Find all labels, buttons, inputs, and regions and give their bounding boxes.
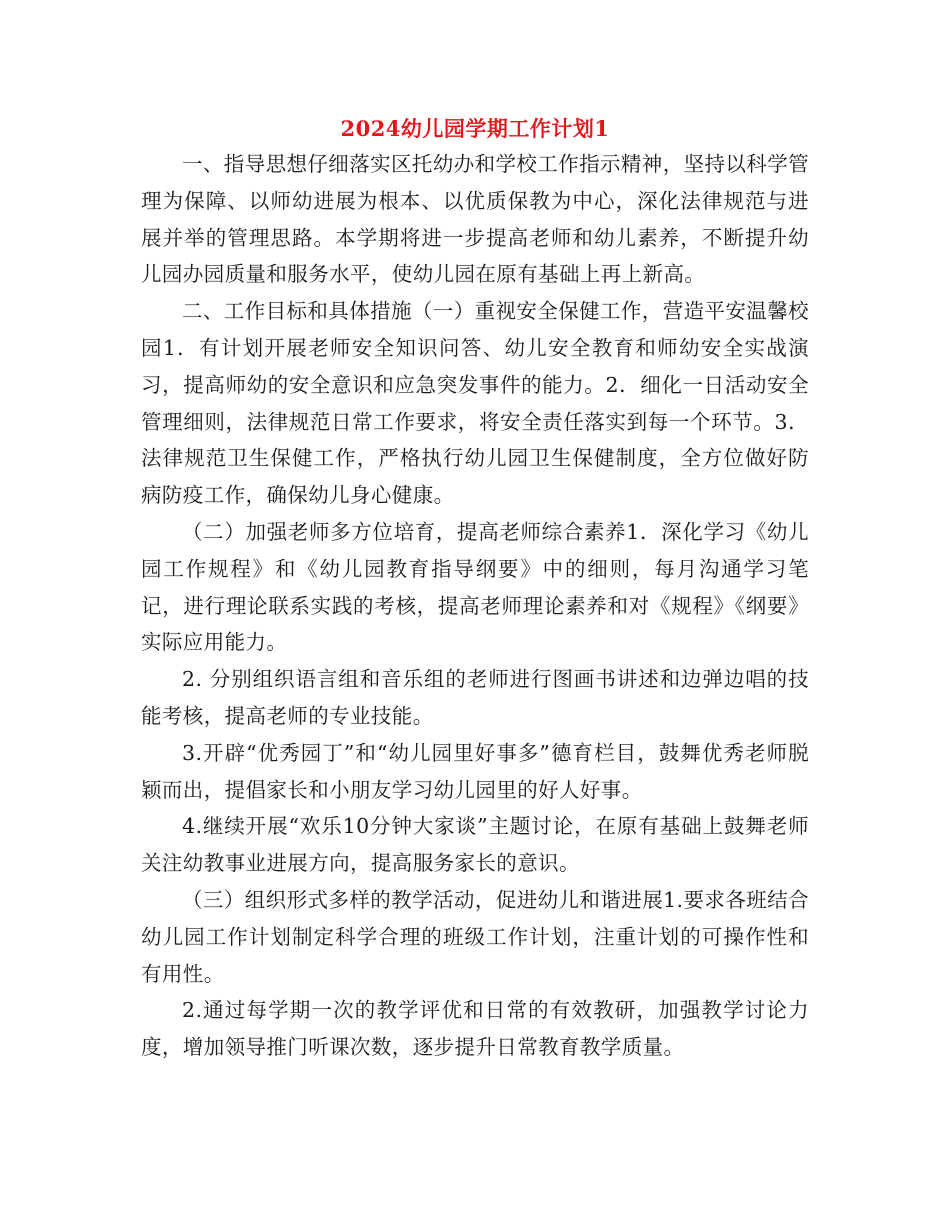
document-title: 2024幼儿园学期工作计划1 [340, 116, 610, 141]
paragraph-teaching-activities: （三）组织形式多样的教学活动，促进幼儿和谐进展1.要求各班结合幼儿园工作计划制定科学合理的班级工作计划，注重计划的可操作性和有用性。 [141, 887, 809, 986]
paragraph-moral-columns: 3.开辟“优秀园丁”和“幼儿园里好事多”德育栏目，鼓舞优秀老师脱颖而出，提倡家长和小朋友学习幼儿园里的好人好事。 [141, 740, 809, 802]
paragraph-teaching-quality: 2.通过每学期一次的教学评优和日常的有效教研，加强教学讨论力度，增加领导推门听课次数，逐步提升日常教育教学质量。 [141, 998, 809, 1060]
paragraph-safety-health: 二、工作目标和具体措施（一）重视安全保健工作，营造平安温馨校园1．有计划开展老师安全知识问答、幼儿安全教育和师幼安全实战演习，提高师幼的安全意识和应急突发事件的能力。2．细化一日活动安全管理细则，法律规范日常工作要求，将安全责任落实到每一个环节。3．法律规范卫生保健工作，严格执行幼儿园卫生保健制度，全方位做好防病防疫工作，确保幼儿身心健康。 [141, 299, 809, 508]
paragraph-skill-assessment: 2. 分别组织语言组和音乐组的老师进行图画书讲述和边弹边唱的技能考核，提高老师的专业技能。 [141, 667, 809, 728]
paragraph-teacher-training: （二）加强老师多方位培育，提高老师综合素养1．深化学习《幼儿园工作规程》和《幼儿园教育指导纲要》中的细则，每月沟通学习笔记，进行理论联系实践的考核，提高老师理论素养和对《规程》《纲要》实际应用能力。 [141, 519, 809, 655]
document-body [141, 112, 809, 1066]
paragraph-guiding-ideology: 一、指导思想仔细落实区托幼办和学校工作指示精神，坚持以科学管理为保障、以师幼进展为根本、以优质保教为中心，深化法律规范与进展并举的管理思路。本学期将进一步提高老师和幼儿素养，不断提升幼儿园办园质量和服务水平，使幼儿园在原有基础上再上新高。 [141, 152, 809, 287]
paragraph-discussion-topic: 4.继续开展“欢乐10分钟大家谈”主题讨论，在原有基础上鼓舞老师关注幼教事业进展方向，提高服务家长的意识。 [141, 814, 809, 876]
